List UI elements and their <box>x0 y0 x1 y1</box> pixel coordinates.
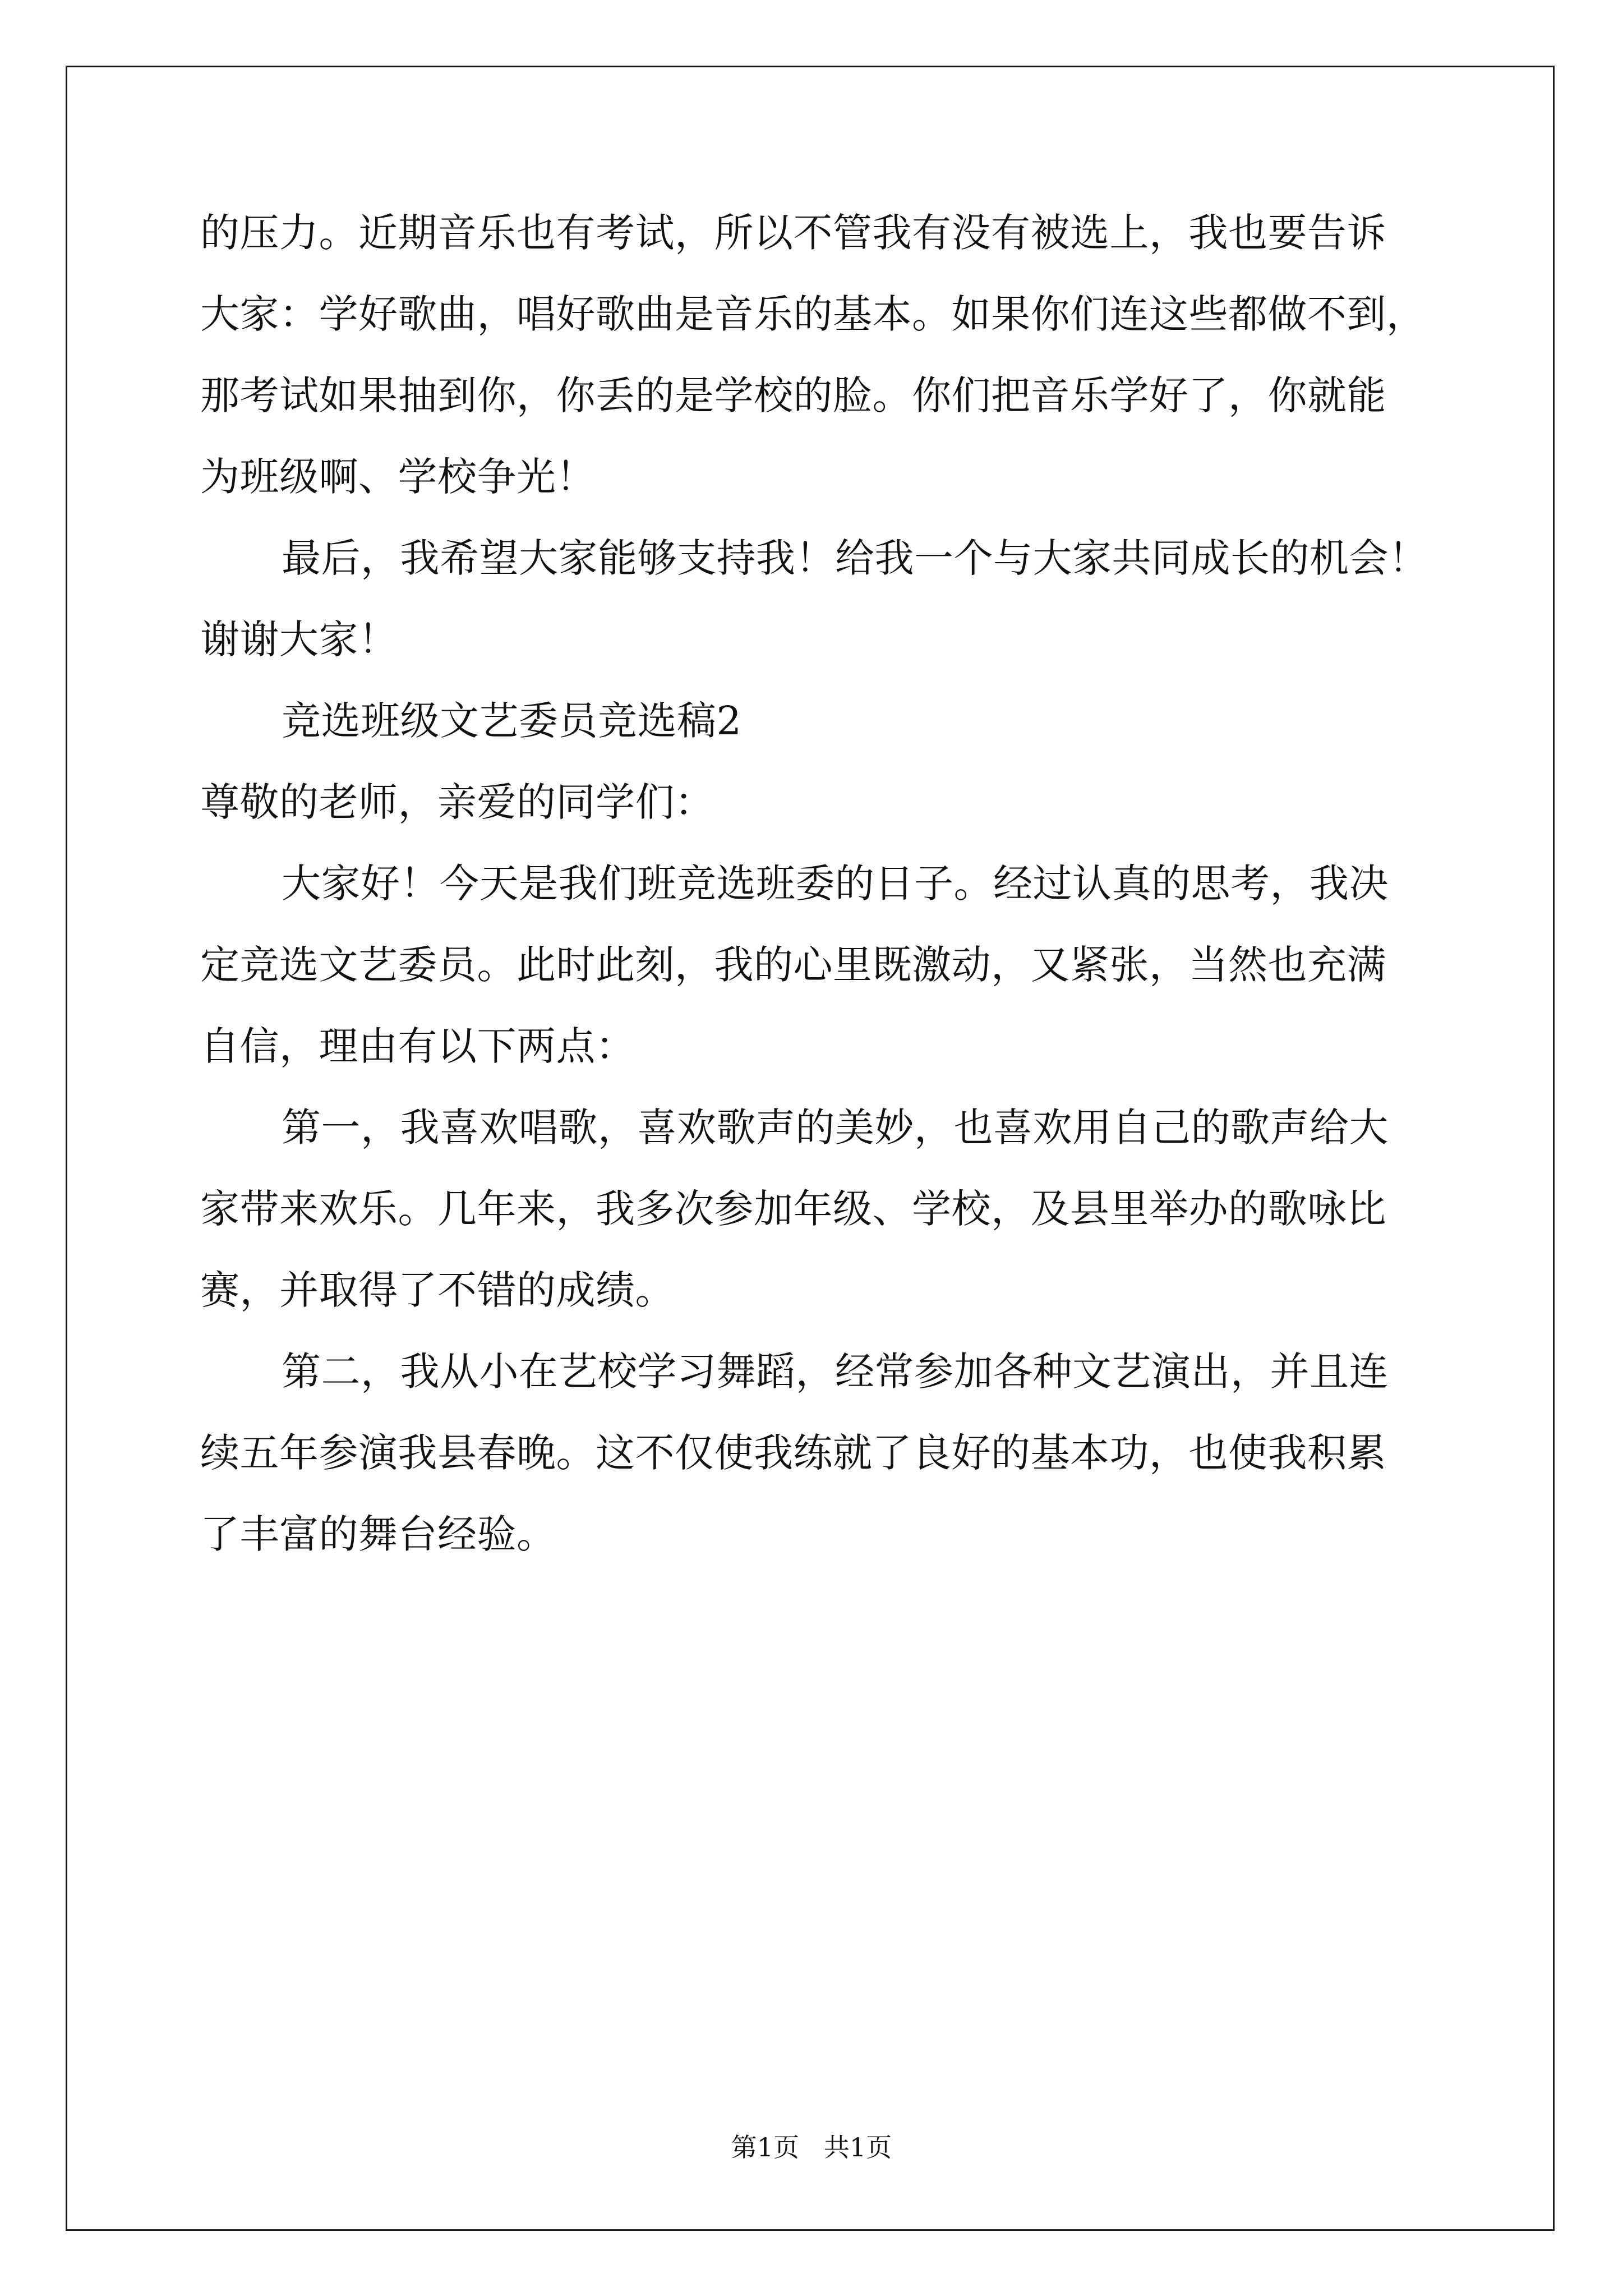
section-title: 竞选班级文艺委员竞选稿2 <box>282 698 742 744</box>
text-line: 大家：学好歌曲，唱好歌曲是音乐的基本。如果你们连这些都做不到， <box>200 291 1426 337</box>
text-line: 家带来欢乐。几年来，我多次参加年级、学校，及县里举办的歌咏比 <box>200 1186 1386 1232</box>
text-line: 第一，我喜欢唱歌，喜欢歌声的美妙，也喜欢用自己的歌声给大 <box>282 1105 1389 1151</box>
text-line: 大家好！今天是我们班竞选班委的日子。经过认真的思考，我决 <box>282 861 1389 907</box>
page-number-footer: 第1页 共1页 <box>731 2132 892 2162</box>
text-line: 了丰富的舞台经验。 <box>200 1511 556 1557</box>
salutation: 尊敬的老师，亲爱的同学们： <box>200 779 714 825</box>
text-line: 定竞选文艺委员。此时此刻，我的心里既激动，又紧张，当然也充满 <box>200 942 1386 988</box>
text-line: 最后，我希望大家能够支持我！给我一个与大家共同成长的机会！ <box>282 535 1428 581</box>
text-line: 那考试如果抽到你，你丢的是学校的脸。你们把音乐学好了，你就能 <box>200 372 1386 418</box>
text-line: 为班级啊、学校争光！ <box>200 454 596 500</box>
text-line: 续五年参演我县春晚。这不仅使我练就了良好的基本功，也使我积累 <box>200 1430 1386 1476</box>
text-line: 的压力。近期音乐也有考试，所以不管我有没有被选上，我也要告诉 <box>200 210 1386 256</box>
text-line: 自信，理由有以下两点： <box>200 1023 635 1069</box>
text-line: 赛，并取得了不错的成绩。 <box>200 1267 675 1313</box>
text-line: 第二，我从小在艺校学习舞蹈，经常参加各种文艺演出，并且连 <box>282 1349 1389 1395</box>
text-line: 谢谢大家！ <box>200 616 398 662</box>
